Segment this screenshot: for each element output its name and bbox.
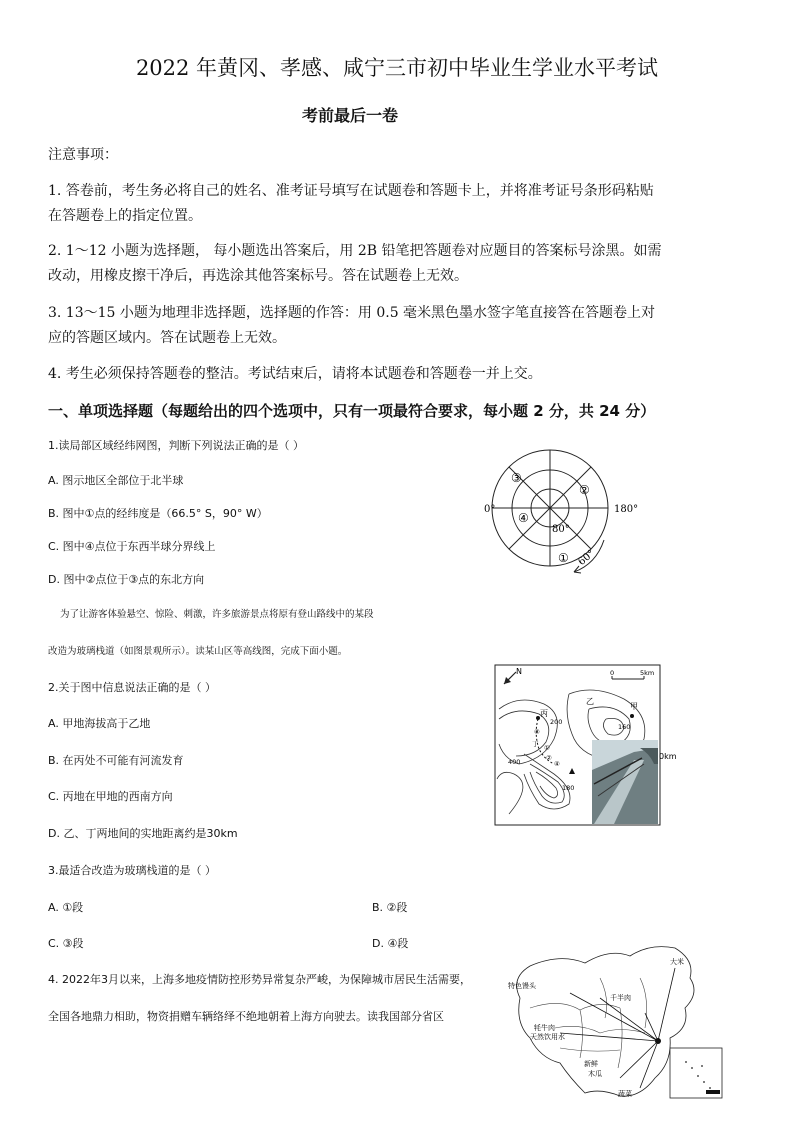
exam-title: 2022 年黄冈、孝感、咸宁三市初中毕业生学业水平考试 [135, 56, 659, 80]
scale-5km: 5km [640, 669, 655, 677]
q4-line-1: 4. 2022年3月以来，上海多地疫情防控形势异常复杂严峻，为保障城市居民生活需要， [48, 973, 471, 986]
exam-subtitle: 考前最后一卷 [301, 106, 398, 125]
notice-item-1: 1. 答卷前，考生务必将自己的姓名、准考证号填写在试题卷和答题卡上，并将准考证号条形码粘贴 [48, 183, 654, 199]
place-jia: 甲 [630, 702, 638, 711]
segment-2: ② [546, 754, 552, 762]
passage-line-2: 改造为玻璃栈道（如图景观所示）。读某山区等高线图，完成下面小题。 [48, 646, 348, 657]
segment-3: ③ [534, 728, 540, 736]
q2-option-d: D. 乙、丁两地间的实地距离约是30km [48, 827, 238, 840]
place-yi: 乙 [586, 697, 594, 706]
place-bing: 丙 [540, 709, 548, 718]
notice-item-2: 2. 1～12 小题为选择题， 每小题选出答案后，用 2B 铅笔把答题卷对应题目的答案标号涂黑。如需 [48, 243, 662, 259]
contour-map-figure [494, 664, 684, 827]
map-label-mantou: 特色馒头 [508, 982, 536, 990]
scale-zero: 0 [610, 669, 615, 677]
segment-1: ① [544, 744, 550, 752]
map-label-vegetables: 蔬菜 [618, 1090, 632, 1098]
point-3: ③ [511, 471, 522, 485]
place-ding: 丁 [532, 740, 539, 748]
contour-180: 180 [562, 784, 575, 792]
q2-option-b: B. 在丙处不可能有河流发育 [48, 754, 184, 767]
q1-option-d: D. 图中②点位于③点的东北方向 [48, 573, 205, 586]
q1-option-b: B. 图中①点的经纬度是（66.5° S，90° W） [48, 507, 268, 520]
contour-160: 160 [618, 723, 631, 731]
map-label-yak: 牦牛肉 [534, 1024, 555, 1032]
q2-option-a: A. 甲地海拔高于乙地 [48, 717, 151, 730]
label-60: 60° [576, 548, 598, 568]
notice-item-3: 3. 13～15 小题为地理非选择题，选择题的作答：用 0.5 毫米黑色墨水签字笔直接答在答题卷上对 [48, 305, 656, 321]
point-2: ② [579, 483, 590, 497]
label-180: 180° [614, 504, 639, 515]
segment-4: ④ [554, 760, 560, 768]
q3-option-d: D. ④段 [372, 937, 409, 950]
notice-item-2-cont: 改动，用橡皮擦干净后，再选涂其他答案标号。答在试题卷上无效。 [48, 268, 468, 284]
side-km-label: 0km [659, 752, 677, 761]
north-label: N [516, 667, 522, 676]
q3-option-a: A. ①段 [48, 901, 84, 914]
contour-200: 200 [550, 718, 563, 726]
q2-option-c: C. 丙地在甲地的西南方向 [48, 790, 173, 803]
q3-option-c: C. ③段 [48, 937, 84, 950]
label-0: 0° [484, 504, 496, 515]
glass-walkway-photo [592, 740, 658, 824]
polar-graticule-figure [478, 438, 648, 578]
q3-option-b: B. ②段 [372, 901, 408, 914]
map-label-fresh: 新鲜 [584, 1060, 598, 1068]
q2-stem: 2.关于图中信息说法正确的是（ ） [48, 681, 216, 694]
point-1: ① [558, 551, 569, 565]
notice-item-4: 4. 考生必须保持答题卷的整洁。考试结束后，请将本试题卷和答题卷一并上交。 [48, 366, 542, 382]
notice-item-3-cont: 应的答题区域内。答在试题卷上无效。 [48, 330, 286, 346]
map-label-water: 天然饮用水 [530, 1033, 565, 1041]
china-supply-map [500, 938, 728, 1102]
map-label-rice: 大米 [670, 958, 684, 966]
map-label-beef: 千半肉 [610, 994, 631, 1002]
label-80: 80° [552, 524, 570, 535]
q3-stem: 3.最适合改造为玻璃栈道的是（ ） [48, 864, 216, 877]
section-heading: 一、单项选择题（每题给出的四个选项中，只有一项最符合要求，每小题 2 分，共 24 分） [48, 402, 656, 420]
q1-option-a: A. 图示地区全部位于北半球 [48, 474, 184, 487]
q1-stem: 1.读局部区域经纬网图，判断下列说法正确的是（ ） [48, 439, 304, 452]
map-label-papaya: 木瓜 [588, 1070, 602, 1078]
contour-400: 400 [508, 758, 521, 766]
point-4: ④ [518, 511, 529, 525]
notice-heading: 注意事项： [48, 147, 118, 163]
notice-item-1-cont: 在答题卷上的指定位置。 [48, 208, 202, 224]
passage-line-1: 为了让游客体验悬空、惊险、刺激，许多旅游景点将原有登山路线中的某段 [60, 609, 374, 620]
q1-option-c: C. 图中④点位于东西半球分界线上 [48, 540, 216, 553]
q4-line-2: 全国各地鼎力相助，物资捐赠车辆络绎不绝地朝着上海方向驶去。读我国部分省区 [48, 1010, 444, 1023]
